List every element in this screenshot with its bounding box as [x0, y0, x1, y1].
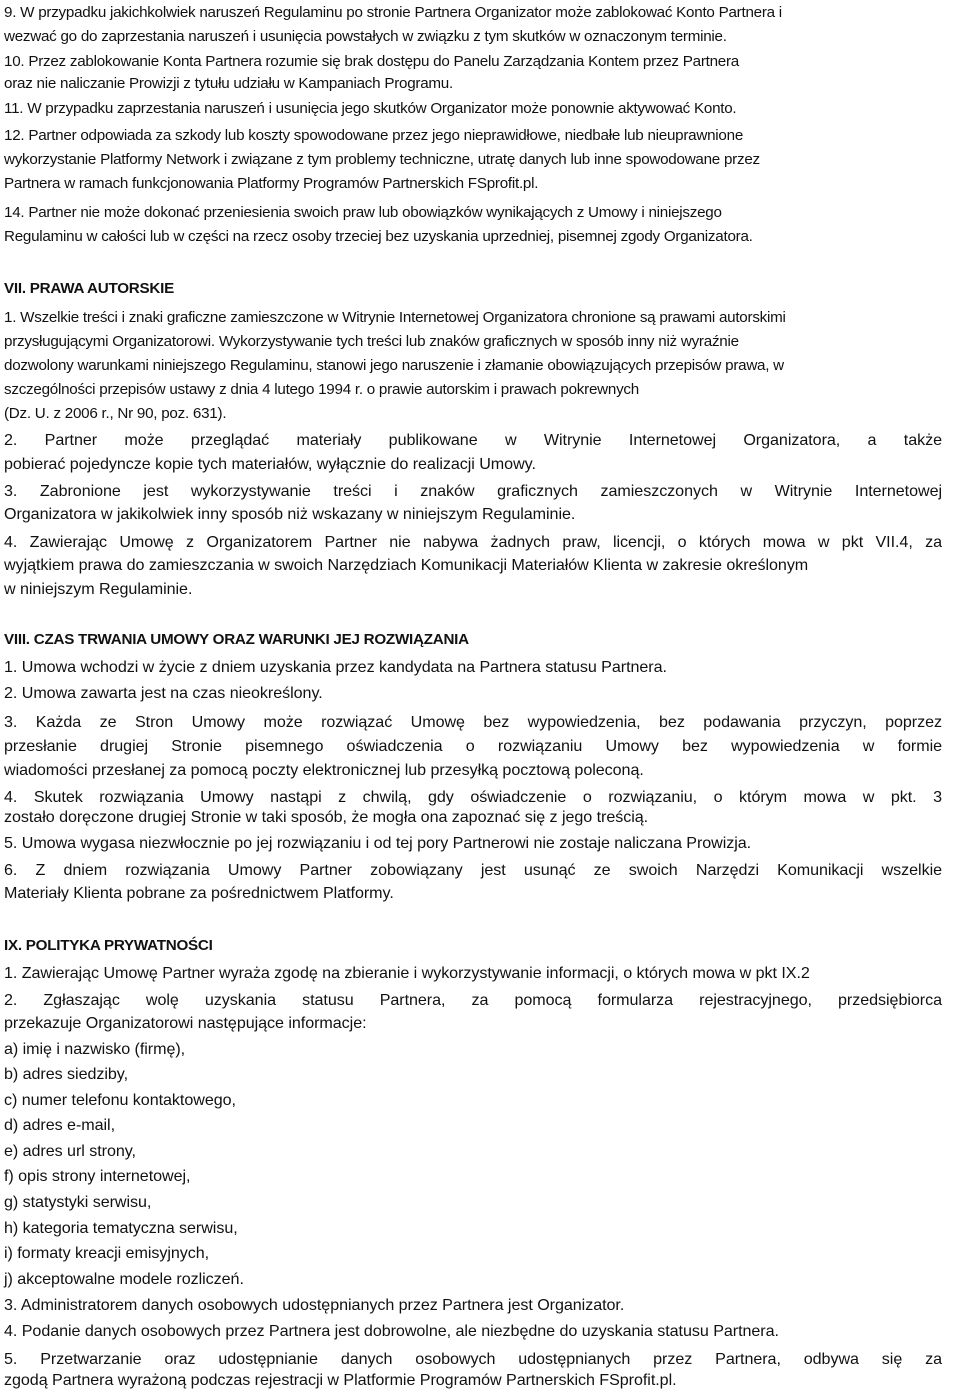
ix-2-item-f: f) opis strony internetowej,: [4, 1167, 191, 1185]
ix-2-item-c: c) numer telefonu kontaktowego,: [4, 1091, 236, 1109]
viii-3-line-3: wiadomości przesłanej za pomocą poczty elektronicznej lub przesyłką pocztową poleconą.: [4, 761, 644, 779]
para-12-line-1: 12. Partner odpowiada za szkody lub koszty spowodowane przez jego nieprawidłowe, niedbałe lub nieuprawnione: [4, 127, 744, 144]
section-heading-ix: IX. POLITYKA PRYWATNOŚCI: [4, 937, 213, 954]
viii-1-line-1: 1. Umowa wchodzi w życie z dniem uzyskania przez kandydata na Partnera statusu Partnera.: [4, 658, 667, 676]
ix-2-item-b: b) adres siedziby,: [4, 1065, 129, 1083]
vii-2-line-1: 2. Partner może przeglądać materiały publikowane w Witrynie Internetowej Organizatora, a także: [4, 431, 942, 449]
viii-5-line-1: 5. Umowa wygasa niezwłocznie po jej rozwiązaniu i od tej pory Partnerowi nie zostaje naliczana Prowizja.: [4, 834, 752, 852]
ix-2-item-h: h) kategoria tematyczna serwisu,: [4, 1219, 238, 1237]
ix-2-item-j: j) akceptowalne modele rozliczeń.: [4, 1270, 244, 1288]
para-10-line-2: oraz nie naliczanie Prowizji z tytułu udziału w Kampaniach Programu.: [4, 75, 453, 92]
ix-2-item-d: d) adres e-mail,: [4, 1116, 115, 1134]
vii-1-line-3: dozwolony warunkami niniejszego Regulaminu, stanowi jego naruszenie i złamanie obowiązujących przepisów prawa, w: [4, 357, 784, 374]
vii-4-line-3: w niniejszym Regulaminie.: [4, 580, 193, 598]
ix-2-item-g: g) statystyki serwisu,: [4, 1193, 152, 1211]
ix-5-line-2: zgodą Partnera wyrażoną podczas rejestracji w Platformie Programów Partnerskich FSprofit.pl.: [4, 1371, 677, 1389]
para-14-line-2: Regulaminu w całości lub w części na rzecz osoby trzeciej bez uzyskania uprzedniej, pisemnej zgody Organizatora.: [4, 228, 753, 245]
ix-2-item-i: i) formaty kreacji emisyjnych,: [4, 1244, 210, 1262]
ix-2-item-a: a) imię i nazwisko (firmę),: [4, 1040, 186, 1058]
vii-1-line-5: (Dz. U. z 2006 r., Nr 90, poz. 631).: [4, 405, 227, 422]
viii-3-line-2: przesłanie drugiej Stronie pisemnego oświadczenia o rozwiązaniu Umowy bez wypowiedzenia w formie: [4, 737, 942, 755]
para-9-line-2: wezwać go do zaprzestania naruszeń i usunięcia powstałych w związku z tym skutków w oznaczonym terminie.: [4, 28, 727, 45]
vii-3-line-1: 3. Zabronione jest wykorzystywanie treści i znaków graficznych zamieszczonych w Witrynie Internetowej: [4, 482, 942, 500]
vii-1-line-4: szczególności przepisów ustawy z dnia 4 lutego 1994 r. o prawie autorskim i prawach pokrewnych: [4, 381, 639, 398]
para-12-line-3: Partnera w ramach funkcjonowania Platformy Programów Partnerskich FSprofit.pl.: [4, 175, 539, 192]
ix-5-line-1: 5. Przetwarzanie oraz udostępnianie danych osobowych udostępnianych przez Partnera, odbywa się za: [4, 1350, 942, 1368]
para-9-line-1: 9. W przypadku jakichkolwiek naruszeń Regulaminu po stronie Partnera Organizator może zablokować Konto Partnera i: [4, 4, 782, 21]
ix-4-line-1: 4. Podanie danych osobowych przez Partnera jest dobrowolne, ale niezbędne do uzyskania statusu Partnera.: [4, 1322, 779, 1340]
viii-6-line-2: Materiały Klienta pobrane za pośrednictwem Platformy.: [4, 884, 394, 902]
ix-2-item-e: e) adres url strony,: [4, 1142, 136, 1160]
viii-6-line-1: 6. Z dniem rozwiązania Umowy Partner zobowiązany jest usunąć ze swoich Narzędzi Komunikacji wszelkie: [4, 861, 942, 879]
vii-4-line-2: wyjątkiem prawa do zamieszczania w swoich Narzędziach Komunikacji Materiałów Klienta w zakresie określonym: [4, 556, 809, 574]
vii-3-line-2: Organizatora w jakikolwiek inny sposób niż wskazany w niniejszym Regulaminie.: [4, 505, 576, 523]
ix-2-line-2: przekazuje Organizatorowi następujące informacje:: [4, 1014, 367, 1032]
viii-4-line-1: 4. Skutek rozwiązania Umowy nastąpi z chwilą, gdy oświadczenie o rozwiązaniu, o którym mowa w pkt. 3: [4, 788, 942, 806]
para-10-line-1: 10. Przez zablokowanie Konta Partnera rozumie się brak dostępu do Panelu Zarządzania Kontem przez Partnera: [4, 53, 739, 70]
vii-1-line-2: przysługującymi Organizatorowi. Wykorzystywanie tych treści lub znaków graficznych w sposób inny niż wyraźnie: [4, 333, 739, 350]
vii-1-line-1: 1. Wszelkie treści i znaki graficzne zamieszczone w Witrynie Internetowej Organizatora chronione są prawami autorskimi: [4, 309, 786, 326]
viii-2-line-1: 2. Umowa zawarta jest na czas nieokreślony.: [4, 684, 323, 702]
para-11-line-1: 11. W przypadku zaprzestania naruszeń i usunięcia jego skutków Organizator może ponownie aktywować Konto.: [4, 100, 737, 117]
para-12-line-2: wykorzystanie Platformy Network i związane z tym problemy techniczne, utratę danych lub inne spowodowane przez: [4, 151, 760, 168]
vii-2-line-2: pobierać pojedyncze kopie tych materiałów, wyłącznie do realizacji Umowy.: [4, 455, 536, 473]
ix-3-line-1: 3. Administratorem danych osobowych udostępnianych przez Partnera jest Organizator.: [4, 1296, 625, 1314]
vii-4-line-1: 4. Zawierając Umowę z Organizatorem Partner nie nabywa żadnych praw, licencji, o których mowa w pkt VII.4, za: [4, 533, 942, 551]
para-14-line-1: 14. Partner nie może dokonać przeniesienia swoich praw lub obowiązków wynikających z Umowy i niniejszego: [4, 204, 722, 221]
viii-4-line-2: zostało doręczone drugiej Stronie w taki sposób, że mogła ona zapoznać się z jego treścią.: [4, 808, 649, 826]
viii-3-line-1: 3. Każda ze Stron Umowy może rozwiązać Umowę bez wypowiedzenia, bez podawania przyczyn, poprzez: [4, 713, 942, 731]
ix-2-line-1: 2. Zgłaszając wolę uzyskania statusu Partnera, za pomocą formularza rejestracyjnego, przedsiębiorca: [4, 991, 942, 1009]
ix-1-line-1: 1. Zawierając Umowę Partner wyraża zgodę na zbieranie i wykorzystywanie informacji, o których mowa w pkt IX.2: [4, 964, 810, 982]
section-heading-vii: VII. PRAWA AUTORSKIE: [4, 280, 174, 297]
section-heading-viii: VIII. CZAS TRWANIA UMOWY ORAZ WARUNKI JEJ ROZWIĄZANIA: [4, 631, 469, 648]
